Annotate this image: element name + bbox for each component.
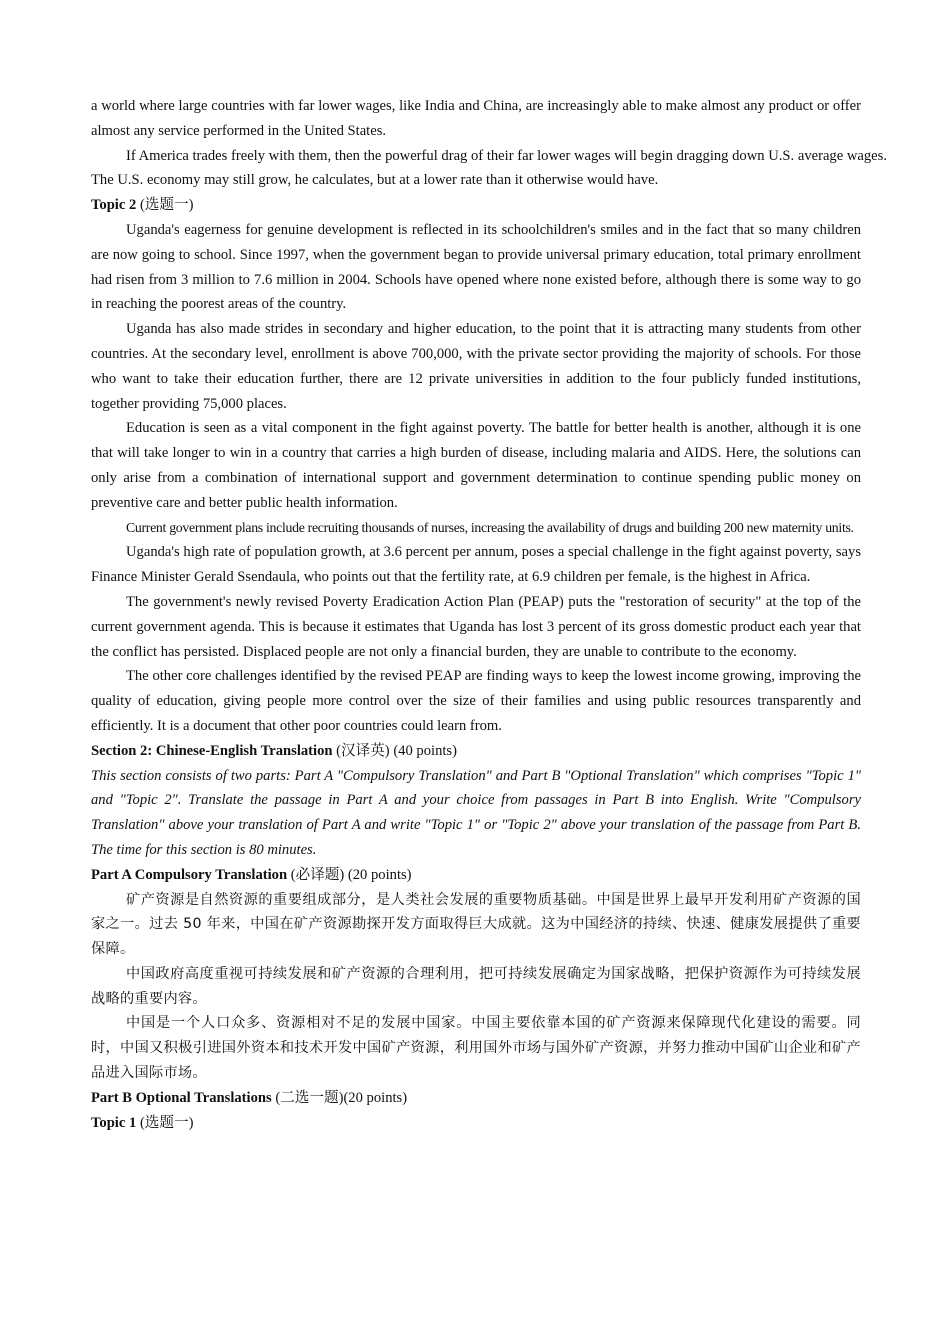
partB-heading-label: Part B Optional Translations	[91, 1089, 272, 1106]
section2-heading-label: Section 2: Chinese-English Translation	[91, 742, 333, 759]
topic2-paragraph-7: The other core challenges identified by the revised PEAP are finding ways to keep the lowest income growing, improving the quality of education, giving people more control over the size of their families and using public resources transparently and efficiently. It is a document that other poor countries could learn from.	[91, 668, 861, 734]
section2-instructions: This section consists of two parts: Part A "Compulsory Translation" and Part B "Optional Translation" which comprises "Topic 1" and "Topic 2". Translate the passage in Part A and your choice from passages in Part B into English. Write "Compulsory Translation" above your translation of Part A and write "Topic 1" or "Topic 2" above your translation of the passage from Part B. The time for this section is 80 minutes.	[91, 767, 861, 858]
partA-heading-note: (必译题) (20 points)	[287, 866, 412, 883]
topic2-paragraph-6: The government's newly revised Poverty Eradication Action Plan (PEAP) puts the "restoration of security" at the top of the current government agenda. This is because it estimates that Uganda has lost 3 percent of its gross domestic product each year that the conflict has persisted. Displaced people are not only a financial burden, they are unable to contribute to the economy.	[91, 593, 861, 660]
topic2-paragraph-2: Uganda has also made strides in secondary and higher education, to the point that it is attracting many students from other countries. At the secondary level, enrollment is above 700,000, with the private sector providing the majority of schools. For those who want to take their education further, there are 12 private universities in addition to the four publicly funded institutions, together providing 75,000 places.	[91, 321, 861, 412]
topic2-heading-note: (选题一)	[136, 197, 194, 214]
topic1-heading-label: Topic 1	[91, 1114, 137, 1131]
partA-paragraph-1: 矿产资源是自然资源的重要组成部分，是人类社会发展的重要物质基础。中国是世界上最早开发利用矿产资源的国家之一。过去 50 年来，中国在矿产资源勘探开发方面取得巨大成就。这为中国经济的持续、快速、健康发展提供了重要保障。	[91, 891, 861, 958]
topic2-paragraph-1: Uganda's eagerness for genuine development is reflected in its schoolchildren's smiles and in the fact that so many children are now going to school. Since 1997, when the government began to provide universal primary education, total primary enrollment had risen from 3 million to 7.6 million in 2004. Schools have opened where none existed before, although there is some way to go in reaching the poorest areas of the country.	[91, 221, 861, 313]
topic2-heading	[91, 193, 861, 218]
partA-paragraph-3: 中国是一个人口众多、资源相对不足的发展中国家。中国主要依靠本国的矿产资源来保障现代化建设的需要。同时，中国又积极引进国外资本和技术开发中国矿产资源，利用国外市场与国外矿产资源，并努力推动中国矿山企业和矿产品进入国际市场。	[91, 1015, 861, 1082]
document-page	[91, 94, 887, 1135]
intro-paragraph-1: a world where large countries with far lower wages, like India and China, are increasingly able to make almost any product or offer almost any service performed in the United States.	[91, 98, 861, 139]
intro-paragraph-2: If America trades freely with them, then the powerful drag of their far lower wages will begin dragging down U.S. average wages. The U.S. economy may still grow, he calculates, but at a lower rate than it otherwise would have.	[91, 147, 887, 189]
topic2-heading-label: Topic 2	[91, 197, 137, 214]
topic1-heading	[91, 1111, 861, 1136]
partA-heading	[91, 863, 861, 888]
partB-heading-note: (二选一题)(20 points)	[271, 1089, 408, 1106]
partB-heading	[91, 1086, 861, 1111]
topic2-paragraph-5: Uganda's high rate of population growth, at 3.6 percent per annum, poses a special challenge in the fight against poverty, says Finance Minister Gerald Ssendaula, who points out that the fertility rate, at 6.9 children per female, is the highest in Africa.	[91, 544, 861, 586]
topic1-heading-note: (选题一)	[136, 1114, 194, 1131]
section2-heading-note: (汉译英) (40 points)	[332, 742, 457, 759]
section2-heading	[91, 739, 861, 764]
topic2-paragraph-3: Education is seen as a vital component in the fight against poverty. The battle for better health is another, although it is one that will take longer to win in a country that carries a high burden of disease, including malaria and AIDS. Here, the solutions can only arise from a combination of international support and government determination to continue spending public money on preventive care and better public health information.	[91, 420, 861, 511]
partA-heading-label: Part A Compulsory Translation	[91, 866, 288, 883]
partA-paragraph-2: 中国政府高度重视可持续发展和矿产资源的合理利用，把可持续发展确定为国家战略，把保护资源作为可持续发展战略的重要内容。	[91, 965, 861, 1007]
topic2-paragraph-4: Current government plans include recruiting thousands of nurses, increasing the availability of drugs and building 200 new maternity units.	[126, 519, 854, 535]
